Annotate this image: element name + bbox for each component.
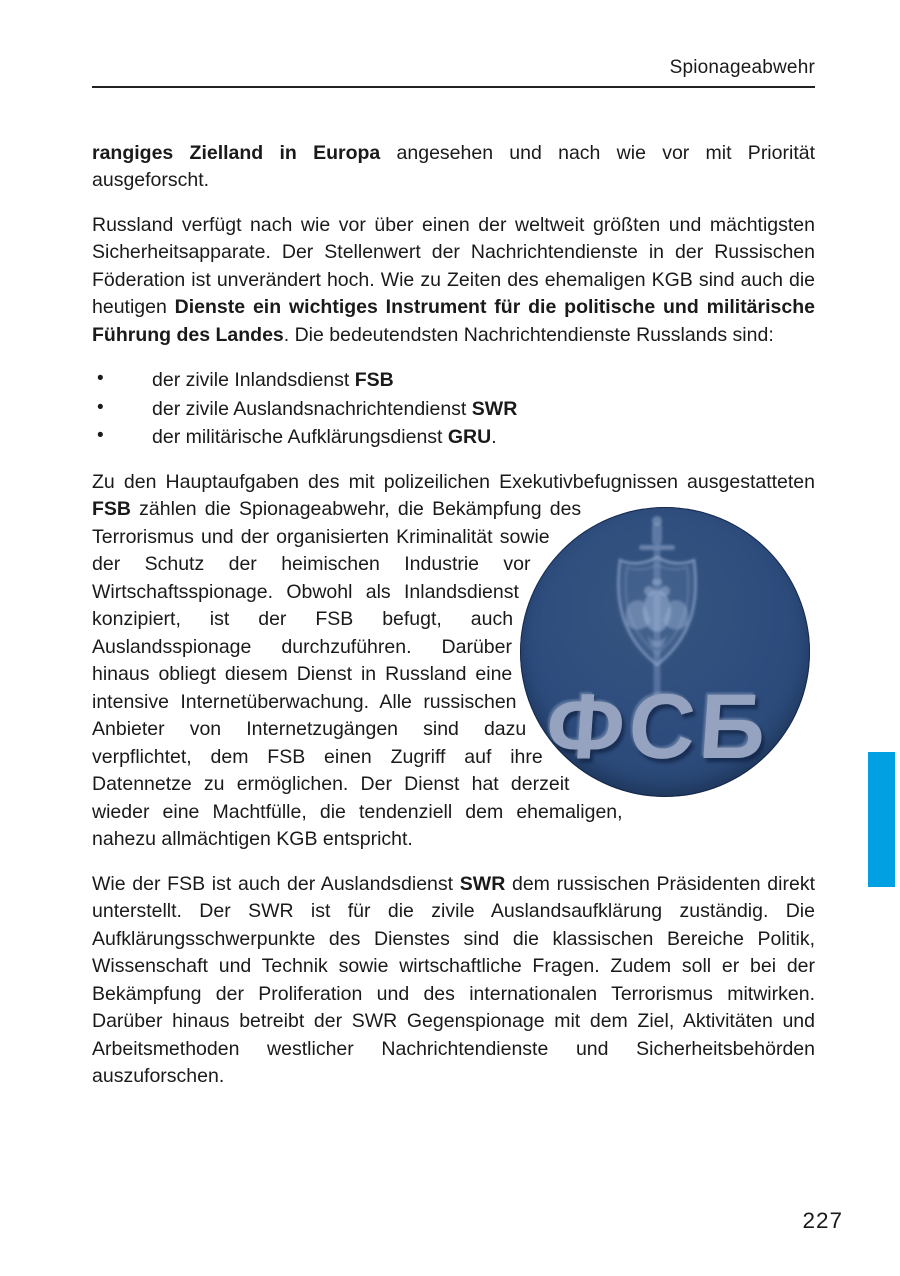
text-run: der zivile Auslandsnachrichtendienst (152, 397, 472, 420)
list-item (92, 423, 815, 452)
fsb-cyrillic-label: ФСБ (542, 675, 774, 778)
running-head: Spionageabwehr (669, 57, 815, 78)
bullet-icon: • (97, 396, 104, 418)
text-run: der militärische Aufklärungsdienst (152, 426, 448, 449)
paragraph-fsb (92, 469, 815, 854)
page-edge-marker (868, 752, 895, 887)
bullet-icon: • (97, 368, 104, 390)
services-list (92, 366, 815, 452)
bold-run: FSB (354, 369, 394, 392)
bold-run: GRU (447, 426, 492, 449)
text-run: Russland verfügt nach wie vor über einen der weltweit größten und mächtigsten Sicherheitsapparate. Der Stellenwert der Nachrichtendienste in der Russischen Föderation ist unverändert hoch. Wie zu Zeiten des ehemaligen KGB sind auch die heutigen (92, 213, 815, 319)
body-text (0, 88, 900, 1091)
bold-run: Dienste ein wichtiges Instrument für die politische und militärische Führung des Landes (92, 296, 815, 346)
text-run: Wie der FSB ist auch der Auslandsdienst (92, 872, 460, 895)
list-item (92, 395, 815, 424)
text-run: der zivile Inlandsdienst (152, 369, 355, 392)
paragraph-continuation (92, 140, 815, 195)
bold-run: FSB (92, 498, 131, 521)
paragraph-swr (92, 871, 815, 1091)
text-run: dem russischen Präsidenten direkt unterstellt. Der SWR ist für die zivile Auslandsaufklärung zuständig. Die Aufklärungsschwerpunkte des Dienstes sind die klassischen Bereiche Politik, Wissenschaft und Technik sowie wirtschaftliche Fragen. Zudem soll er bei der Bekämpfung der Proliferation und des internationalen Terrorismus mitwirken. Darüber hinaus betreibt der SWR Gegenspionage mit dem Ziel, Aktivitäten und Arbeitsmethoden westlicher Nachrichtendienste und Sicherheitsbehörden auszuforschen. (92, 872, 815, 1088)
text-run: angesehen und nach wie vor mit Priorität ausgeforscht. (92, 141, 815, 192)
text-run: . (491, 426, 497, 449)
list-item (92, 366, 815, 395)
bullet-icon: • (97, 425, 104, 447)
bold-run: SWR (471, 397, 518, 420)
text-run: zählen die Spionageabwehr, die Bekämpfung des Terrorismus und der organisierten Kriminalität sowie der Schutz der heimischen Industrie vor Wirtschaftsspionage. Obwohl als Inlandsdienst konzipiert, ist der FSB befugt, auch Auslandsspionage durchzuführen. Darüber hinaus obliegt diesem Dienst in Russland eine intensive Internetüberwachung. Alle russischen Anbieter von Internetzugängen sind dazu verpflichtet, dem FSB einen Zugriff auf ihre Datennetze zu ermöglichen. Der Dienst hat derzeit wieder eine Machtfülle, die tendenziell dem ehemaligen, nahezu allmächtigen KGB entspricht. (92, 498, 623, 851)
bold-run: rangiges Zielland in Europa (92, 141, 381, 164)
bold-run: SWR (459, 872, 506, 895)
paragraph-russia-overview (92, 212, 815, 350)
page-number: 227 (802, 1208, 843, 1233)
text-run: Zu den Hauptaufgaben des mit polizeilichen Exekutivbefugnissen ausgestatteten (92, 470, 815, 493)
fsb-emblem-circle (520, 507, 810, 797)
page-header (0, 0, 900, 88)
text-run: . Die bedeutendsten Nachrichtendienste Russlands sind: (283, 323, 774, 346)
fsb-emblem-figure (515, 503, 815, 803)
